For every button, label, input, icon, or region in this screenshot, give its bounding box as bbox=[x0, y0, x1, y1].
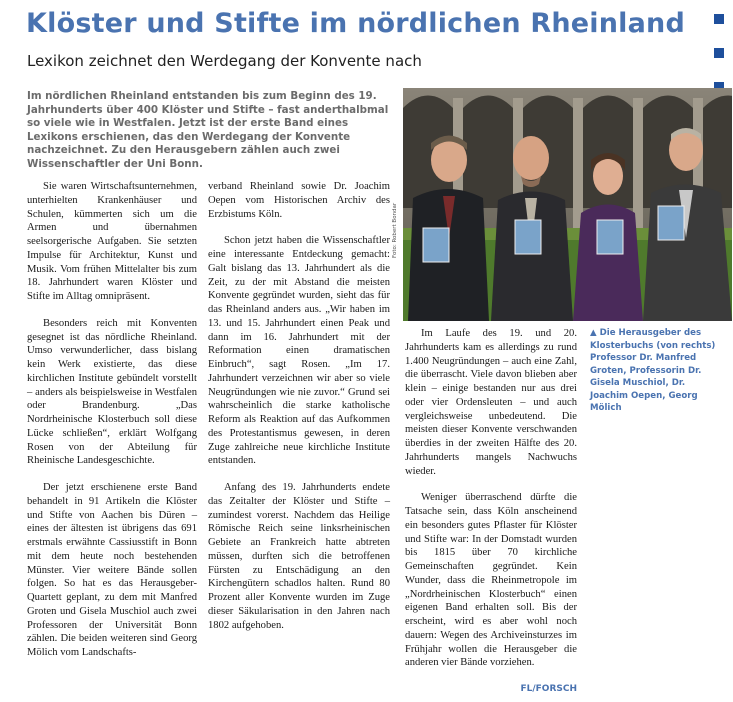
paragraph: Anfang des 19. Jahrhunderts endete das Zeitalter der Klöster und Stifte – zumindest vorerst. Nachdem das Heilige Römische Reich seine linksrheinischen Gebiete an Frankreich hatte abtreten müssen, durften sich die betroffenen Fürsten zu Entschädigung an den Kirchengütern schadlos halten. Rund 80 Prozent aller Konvente wurden im Zuge dieser Säkularisation in den Jahren nach 1802 aufgehoben. bbox=[208, 482, 390, 631]
subheadline: Lexikon zeichnet den Werdegang der Konvente nach bbox=[27, 52, 422, 70]
paragraph: Sie waren Wirtschaftsunternehmen, unterhielten Krankenhäuser und Schulen, kümmerten sich um die Armen und übernahmen seelsorgerische Aufgaben. Sie setzten Impulse für Architektur, Kunst und Musik. Vom frühen Mittelalter bis zum 18. Jahrhundert waren Klöster und Stifte im Alltag omnipräsent. bbox=[27, 181, 197, 302]
square-icon bbox=[714, 48, 724, 58]
triangle-up-icon: ▲ bbox=[590, 328, 597, 338]
paragraph: Besonders reich mit Konventen gesegnet ist das nördliche Rheinland. Umso verwunderlicher, dass bislang kein Werk existierte, das diese kirchlichen Institute gebündelt vorstellt – anders als beispielsweise in Westfalen oder Brandenburg. „Das Nordrheinische Klosterbuch soll diese Lücke schließen“, erklärt Wolfgang Rosen von der Abteilung für Rheinische Landesgeschichte. bbox=[27, 317, 197, 467]
lead-paragraph: Im nördlichen Rheinland entstanden bis zum Beginn des 19. Jahrhunderts über 400 Klöster und Stifte – fast anderthalbmal so viele wie in Westfalen. Jetzt ist der erste Band eines Lexikons erschienen, das den Werdegang der Konvente nachzeichnet. Zu den Herausgebern zählen auch zwei Wissenschaftler der Uni Bonn. bbox=[27, 90, 389, 170]
signature: FL/FORSCH bbox=[520, 684, 577, 694]
paragraph: Schon jetzt haben die Wissenschaftler eine interessante Entdeckung gemacht: Galt bislang das 13. Jahrhundert als die Zeit, zu der mit Abstand die meisten Konvente gegründet wurden, sieht das für das Rheinland anders aus. „Wir haben im 13. und 15. Jahrhundert einen Peak und dann im 16. Jahrhundert mit der Reformation einen dramatischen Einbruch“, sagt Rosen. „Im 17. Jahrhundert verzeichnen wir aber so viele Neugründungen wie nie zuvor.“ Grund sei wahrscheinlich die starke katholische Reform als Reaktion auf das Aufkommen des Protestantismus gewesen, in deren Zuge zahlreiche neue kirchliche Institute entstanden. bbox=[208, 235, 390, 467]
article-column-3 bbox=[405, 327, 577, 697]
square-icon bbox=[714, 14, 724, 24]
headline: Klöster und Stifte im nördlichen Rheinland bbox=[26, 8, 685, 39]
photo-credit: Foto: Robert Bondar bbox=[392, 202, 398, 258]
paragraph: Weniger überraschend dürfte die Tatsache sein, dass Köln anscheinend ein besonders gutes Pflaster für Klöster und Stifte war: In der Domstadt wurden bis 1815 über 70 kirchliche Gemeinschaften gegründet. Kein Wunder, dass die Rheinmetropole im „Nordrheinischen Klosterbuch“ einen eigenen Band erhalten soll. Bis der erscheint, wird es aber wohl noch dauern: Wegen des Archiveinsturzes im Frühjahr wollen die Herausgeber die anderen vier Bände vorziehen. bbox=[405, 492, 577, 669]
editors-photo bbox=[403, 88, 732, 321]
paragraph: Im Laufe des 19. und 20. Jahrhunderts kam es allerdings zu rund 1.400 Neugründungen – auch eine Zahl, die überrascht. Viele davon blieben aber klein – einige bestanden nur aus drei oder vier Ordensleuten – und auch vergleichsweise unbedeutend. Die meisten dieser Konvente verschwanden überdies in der zweiten Hälfte des 20. Jahrhunderts mangels Nachwuchs wieder. bbox=[405, 328, 577, 477]
photo-caption bbox=[590, 327, 720, 415]
paragraph: verband Rheinland sowie Dr. Joachim Oepen vom Historischen Archiv des Erzbistums Köln. bbox=[208, 181, 390, 220]
paragraph: Der jetzt erschienene erste Band behandelt in 91 Artikeln die Klöster und Stifte von Aachen bis Düren – eines der ältesten ist übrigens das 691 erstmals erwähnte Cassiusstift in Bonn mit dem heute noch bestehenden Münster. Vier weitere Bände sollen folgen. So hat es das Herausgeber-Quartett geplant, zu dem mit Manfred Groten und Gisela Muschiol auch zwei Professoren der Universität Bonn zählen. Die beiden weiteren sind Georg Mölich vom Landschafts- bbox=[27, 482, 197, 658]
caption-text: Die Herausgeber des Klosterbuchs (von rechts) Professor Dr. Manfred Groten, Professorin Dr. Gisela Muschiol, Dr. Joachim Oepen, Georg Mölich bbox=[590, 328, 716, 413]
article-column-1 bbox=[27, 180, 197, 673]
article-column-2 bbox=[208, 180, 390, 645]
